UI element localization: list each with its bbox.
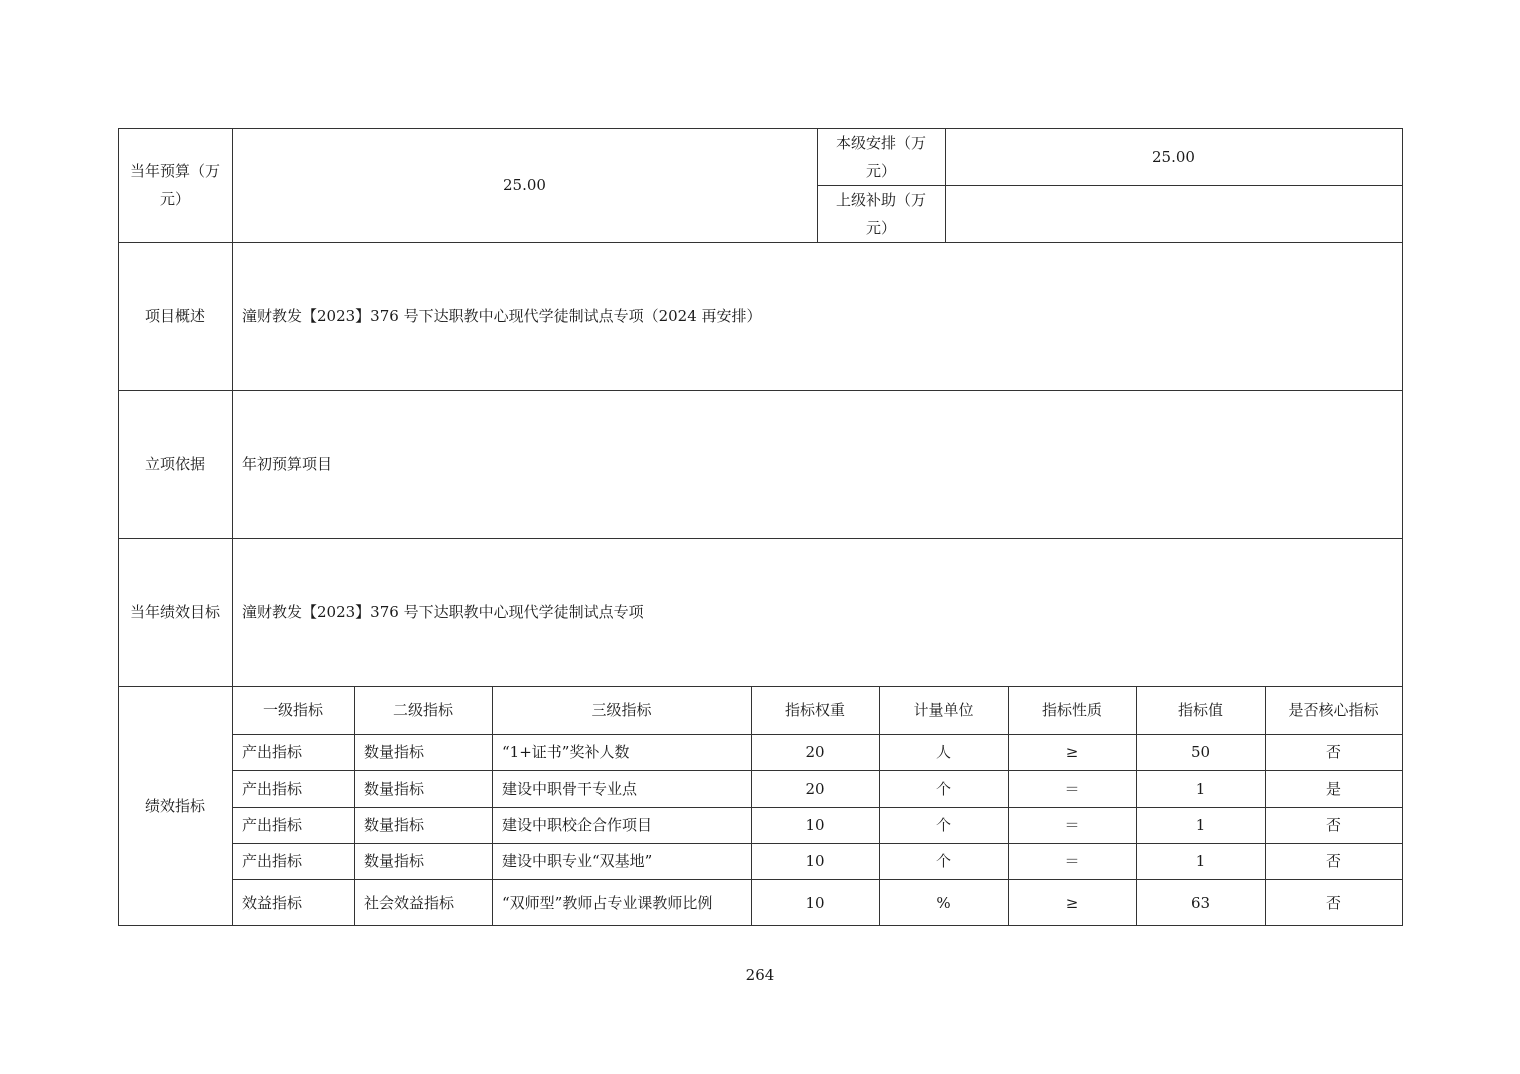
indicator-value: 50 bbox=[1190, 743, 1211, 761]
header-level2: 二级指标 bbox=[392, 701, 453, 719]
basis-label: 立项依据 bbox=[144, 455, 205, 473]
local-budget-label: 本级安排（万元） bbox=[835, 133, 926, 180]
indicator-value: 1 bbox=[1195, 779, 1206, 798]
local-budget-value: 25.00 bbox=[1152, 147, 1195, 166]
indicator-level3: 建设中职专业“双基地” bbox=[502, 852, 653, 870]
overview-value: 潼财教发【2023】376 号下达职教中心现代学徒制试点专项（2024 再安排） bbox=[242, 307, 762, 325]
indicator-level3: “双师型”教师占专业课教师比例 bbox=[502, 893, 713, 912]
indicator-core: 否 bbox=[1325, 893, 1341, 912]
indicator-level3: 建设中职骨干专业点 bbox=[502, 779, 638, 798]
indicator-level1: 产出指标 bbox=[242, 743, 303, 761]
grid-line bbox=[817, 128, 818, 242]
indicator-level3: “1+证书”奖补人数 bbox=[502, 743, 630, 761]
indicator-core: 是 bbox=[1325, 779, 1341, 798]
header-level3: 三级指标 bbox=[591, 701, 652, 719]
header-unit: 计量单位 bbox=[913, 701, 974, 719]
indicator-level3: 建设中职校企合作项目 bbox=[502, 816, 653, 834]
indicator-unit: % bbox=[936, 893, 951, 912]
indicator-value: 63 bbox=[1190, 893, 1211, 912]
header-level1: 一级指标 bbox=[262, 701, 323, 719]
goal-label: 当年绩效目标 bbox=[130, 603, 221, 621]
overview-label: 项目概述 bbox=[144, 307, 205, 325]
header-weight: 指标权重 bbox=[784, 701, 845, 719]
current-budget-value: 25.00 bbox=[503, 176, 546, 194]
indicator-level1: 产出指标 bbox=[242, 779, 303, 798]
goal-value: 潼财教发【2023】376 号下达职教中心现代学徒制试点专项 bbox=[242, 603, 644, 621]
indicator-nature: ≥ bbox=[1065, 893, 1079, 912]
indicator-value: 1 bbox=[1195, 816, 1206, 834]
indicator-level2: 社会效益指标 bbox=[364, 893, 455, 912]
indicator-level2: 数量指标 bbox=[364, 743, 425, 761]
indicator-core: 否 bbox=[1325, 743, 1341, 761]
indicator-level1: 产出指标 bbox=[242, 816, 303, 834]
indicator-level2: 数量指标 bbox=[364, 779, 425, 798]
indicator-weight: 10 bbox=[805, 893, 825, 912]
indicator-core: 否 bbox=[1325, 816, 1341, 834]
indicator-level1: 效益指标 bbox=[242, 893, 303, 912]
page-number: 264 bbox=[745, 966, 775, 984]
superior-budget-label: 上级补助（万元） bbox=[835, 190, 926, 237]
basis-value: 年初预算项目 bbox=[242, 455, 333, 473]
indicator-weight: 20 bbox=[805, 779, 825, 798]
indicator-nature: ＝ bbox=[1064, 852, 1080, 870]
current-budget-label: 当年预算（万元） bbox=[129, 162, 220, 208]
indicator-nature: ≥ bbox=[1065, 743, 1079, 761]
indicator-unit: 个 bbox=[935, 852, 951, 870]
indicator-level1: 产出指标 bbox=[242, 852, 303, 870]
indicator-core: 否 bbox=[1325, 852, 1341, 870]
indicator-unit: 人 bbox=[935, 743, 951, 761]
header-nature: 指标性质 bbox=[1041, 701, 1102, 719]
header-value: 指标值 bbox=[1177, 701, 1223, 719]
indicator-nature: ＝ bbox=[1064, 816, 1080, 834]
indicator-level2: 数量指标 bbox=[364, 816, 425, 834]
superior-budget-value bbox=[945, 185, 1402, 242]
indicator-level2: 数量指标 bbox=[364, 852, 425, 870]
indicator-weight: 20 bbox=[805, 743, 825, 761]
indicator-weight: 10 bbox=[805, 852, 825, 870]
indicator-unit: 个 bbox=[935, 779, 951, 798]
indicator-weight: 10 bbox=[805, 816, 825, 834]
indicator-value: 1 bbox=[1195, 852, 1206, 870]
indicators-label: 绩效指标 bbox=[144, 797, 205, 815]
indicator-unit: 个 bbox=[935, 816, 951, 834]
indicator-nature: ＝ bbox=[1064, 779, 1080, 798]
header-core: 是否核心指标 bbox=[1288, 701, 1379, 719]
